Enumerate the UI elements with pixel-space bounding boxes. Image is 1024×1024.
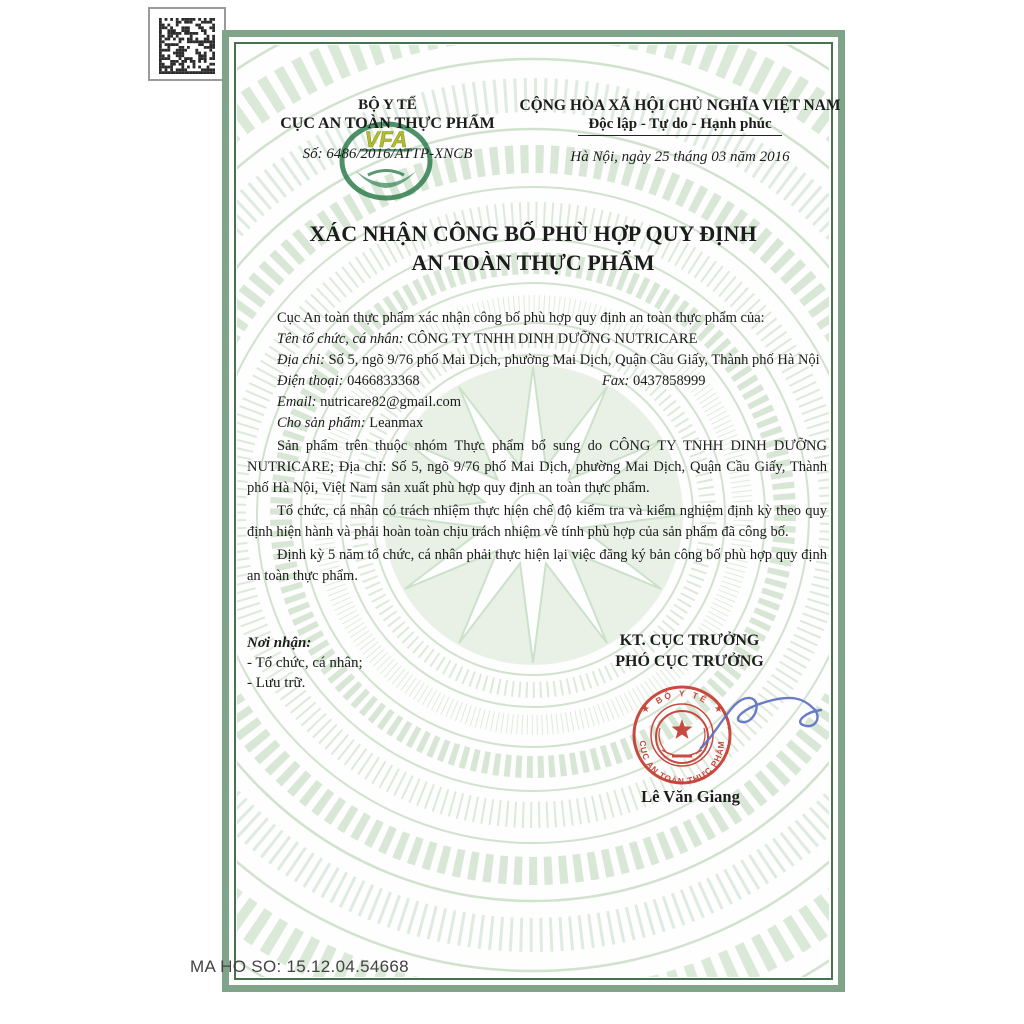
national-header-block xyxy=(505,97,855,166)
nation-motto-line2: Độc lập - Tự do - Hạnh phúc xyxy=(578,115,781,136)
address-label: Địa chỉ: xyxy=(277,352,325,368)
organization-value: CÔNG TY TNHH DINH DƯỠNG NUTRICARE xyxy=(403,331,698,347)
phone-label: Điện thoại: xyxy=(277,373,344,389)
email-value: nutricare82@gmail.com xyxy=(316,394,462,410)
document-number-label: Số: xyxy=(302,146,323,162)
file-code: MA HO SO: 15.12.04.54668 xyxy=(190,957,409,976)
fax-value: 0437858999 xyxy=(629,373,706,389)
document-title-line2: AN TOÀN THỰC PHẨM xyxy=(411,250,655,275)
organization-line xyxy=(247,329,827,350)
signer-name: Lê Văn Giang xyxy=(641,787,740,806)
seal-star-left: ★ xyxy=(641,704,650,715)
document-title-line1: XÁC NHẬN CÔNG BỐ PHÙ HỢP QUY ĐỊNH xyxy=(309,221,757,246)
department-name: CỤC AN TOÀN THỰC PHẨM xyxy=(280,115,495,132)
recipients-title: Nơi nhận: xyxy=(247,635,312,651)
place-and-date: Hà Nội, ngày 25 tháng 03 năm 2016 xyxy=(570,149,790,165)
product-line xyxy=(247,413,827,434)
vfa-logo-text: VFA xyxy=(364,127,408,152)
nation-motto-line1: CỘNG HÒA XÃ HỘI CHỦ NGHĨA VIỆT NAM xyxy=(519,97,841,114)
recipient-item: - Lưu trữ. xyxy=(247,675,306,691)
fax-label: Fax: xyxy=(602,373,630,389)
ministry-name: BỘ Y TẾ xyxy=(358,97,417,113)
document-body xyxy=(247,308,827,587)
document-title xyxy=(237,219,829,277)
organization-label: Tên tổ chức, cá nhân: xyxy=(277,331,404,347)
paragraph-responsibility: Tổ chức, cá nhân có trách nhiệm thực hiện chế độ kiểm tra và kiểm nghiệm định kỳ theo quy định hiện hành và phải hoàn toàn chịu trách nhiệm về tính phù hợp của sản phẩm đã công bố. xyxy=(247,503,827,540)
fax-field xyxy=(602,371,706,392)
datamatrix-code-icon xyxy=(159,18,215,74)
document-number xyxy=(235,146,540,163)
paragraph-product-group: Sản phẩm trên thuộc nhóm Thực phẩm bổ sung do CÔNG TY TNHH DINH DƯỠNG NUTRICARE; Địa chỉ: Số 5, ngõ 9/76 phố Mai Dịch, phường Mai Dịch, Quận Cầu Giấy, Thành phố Hà Nội, Việt Nam sản xuất phù hợp quy định an toàn thực phẩm. xyxy=(247,438,827,496)
signer-title-line1: KT. CỤC TRƯỞNG xyxy=(619,632,760,649)
seal-top-text: BỘ Y TẾ xyxy=(653,688,711,707)
datamatrix-code xyxy=(148,7,226,81)
seal-ring-text: CỤC AN TOÀN THỰC PHẨM xyxy=(637,740,727,787)
handwritten-signature-icon xyxy=(693,670,843,765)
product-value: Leanmax xyxy=(365,415,424,431)
signer-title-line2: PHÓ CỤC TRƯỞNG xyxy=(615,653,764,670)
phone-fax-line xyxy=(247,371,827,392)
issuing-authority-block xyxy=(235,97,540,163)
recipient-item: - Tổ chức, cá nhân; xyxy=(247,655,363,671)
address-line xyxy=(247,350,827,371)
paragraph-renewal: Định kỳ 5 năm tổ chức, cá nhân phải thực hiện lại việc đăng ký bản công bố phù hợp quy định an toàn thực phẩm. xyxy=(247,547,827,584)
email-label: Email: xyxy=(277,394,317,410)
intro-line: Cục An toàn thực phẩm xác nhận công bố phù hợp quy định an toàn thực phẩm của: xyxy=(277,310,765,326)
document-number-value: 6486/2016/ATTP-XNCB xyxy=(326,146,473,162)
email-line xyxy=(247,392,827,413)
address-value: Số 5, ngõ 9/76 phố Mai Dịch, phường Mai Dịch, Quận Cầu Giấy, Thành phố Hà Nội xyxy=(324,352,820,368)
signer-title-block xyxy=(572,630,807,672)
phone-value: 0466833368 xyxy=(343,373,420,389)
seal-star-right: ★ xyxy=(714,704,723,715)
recipients-block xyxy=(247,633,363,693)
product-label: Cho sản phẩm: xyxy=(277,415,366,431)
